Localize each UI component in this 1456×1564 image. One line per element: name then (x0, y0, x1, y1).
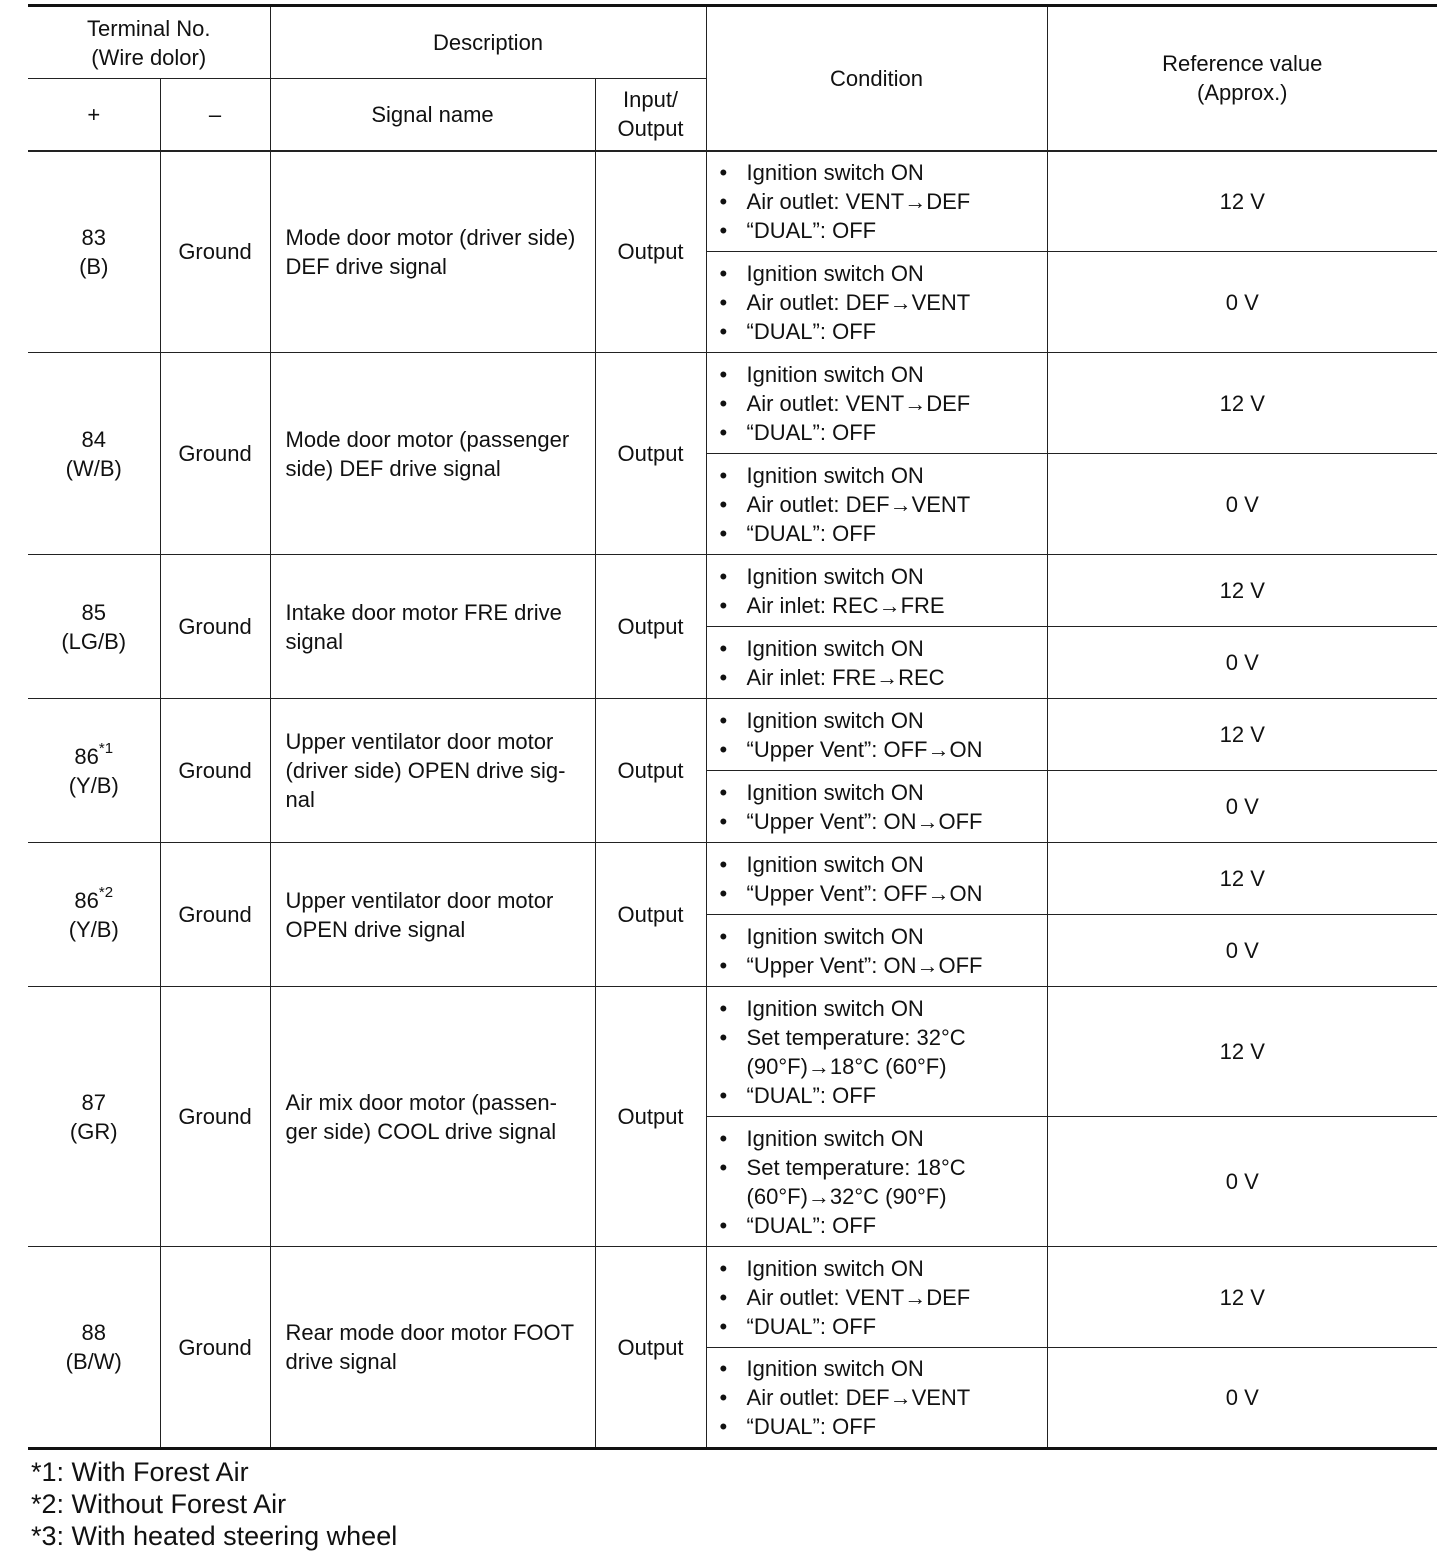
table-row (28, 151, 1437, 252)
condition-item: • “DUAL”: OFF (720, 418, 1047, 447)
terminal-no-label: Terminal No. (87, 15, 211, 41)
input-output-cell: Output (595, 843, 706, 987)
footnote: *3: With heated steering wheel (31, 1521, 398, 1551)
minus-cell: Ground (160, 353, 270, 555)
condition-cell (706, 353, 1047, 454)
table-row (28, 843, 1437, 915)
wire-color: (W/B) (65, 455, 122, 481)
condition-cell (706, 454, 1047, 555)
condition-list (720, 1354, 1047, 1441)
table-row (28, 555, 1437, 627)
wire-color-label: (Wire dolor) (91, 44, 207, 70)
reference-value-cell: 0 V (1047, 771, 1437, 843)
footnotes (31, 1456, 397, 1552)
condition-item: • “DUAL”: OFF (720, 1081, 1047, 1110)
condition-list (720, 562, 1047, 620)
table-body (28, 151, 1437, 1449)
condition-item: • Air outlet: DEF→VENT (720, 490, 1047, 519)
signal-name-cell: Upper ventilator door motor (driver side) OPEN drive sig-nal (270, 699, 595, 843)
reference-value-cell: 0 V (1047, 252, 1437, 353)
condition-item: • “DUAL”: OFF (720, 519, 1047, 548)
condition-item: • Ignition switch ON (720, 850, 1047, 879)
minus-cell: Ground (160, 1247, 270, 1449)
terminal-footnote-mark: *2 (98, 884, 114, 902)
condition-list (720, 158, 1047, 245)
description-header: Description (270, 6, 706, 79)
condition-item: • Ignition switch ON (720, 562, 1047, 591)
wire-color: (Y/B) (68, 916, 119, 942)
terminal-number: 88 (81, 1320, 106, 1345)
signal-name-cell: Mode door motor (passenger side) DEF drive signal (270, 353, 595, 555)
input-output-cell: Output (595, 353, 706, 555)
reference-value-cell: 12 V (1047, 353, 1437, 454)
wire-color: (LG/B) (61, 628, 127, 654)
input-output-cell: Output (595, 555, 706, 699)
condition-item: • Ignition switch ON (720, 922, 1047, 951)
condition-item: • “DUAL”: OFF (720, 1312, 1047, 1341)
condition-item: • “DUAL”: OFF (720, 1412, 1047, 1441)
condition-item: • “Upper Vent”: ON→OFF (720, 951, 1047, 980)
terminal-cell (28, 1247, 160, 1449)
reference-value-cell: 12 V (1047, 1247, 1437, 1348)
condition-item: • Air outlet: VENT→DEF (720, 1283, 1047, 1312)
condition-cell (706, 1247, 1047, 1348)
terminal-footnote-mark: *1 (98, 740, 114, 758)
input-output-cell: Output (595, 1247, 706, 1449)
condition-item: • Ignition switch ON (720, 778, 1047, 807)
condition-cell (706, 252, 1047, 353)
condition-item: • Ignition switch ON (720, 259, 1047, 288)
condition-item: • “Upper Vent”: OFF→ON (720, 735, 1047, 764)
terminal-cell (28, 151, 160, 353)
terminal-cell (28, 699, 160, 843)
condition-list (720, 850, 1047, 908)
table-row (28, 1247, 1437, 1348)
condition-item: • Ignition switch ON (720, 360, 1047, 389)
terminal-number: 84 (81, 426, 106, 452)
terminal-cell (28, 353, 160, 555)
signal-name-cell: Mode door motor (driver side) DEF drive signal (270, 151, 595, 353)
minus-cell: Ground (160, 699, 270, 843)
condition-item: • Air outlet: VENT→DEF (720, 187, 1047, 216)
terminal-number: 83 (81, 224, 106, 250)
condition-list (720, 922, 1047, 980)
table-row (28, 987, 1437, 1117)
condition-cell (706, 987, 1047, 1117)
input-output-cell: Output (595, 987, 706, 1247)
terminal-number: 86 (74, 743, 99, 769)
signal-name-cell: Upper ventilator door motor OPEN drive signal (270, 843, 595, 987)
terminal-no-header (28, 6, 270, 79)
signal-name-header: Signal name (270, 79, 595, 151)
wire-color: (B) (79, 253, 109, 279)
condition-item: • “DUAL”: OFF (720, 317, 1047, 346)
condition-item: • “DUAL”: OFF (720, 1211, 1047, 1240)
condition-item: • Ignition switch ON (720, 994, 1047, 1023)
reference-value-header: Reference value (Approx.) (1047, 6, 1437, 151)
condition-cell (706, 555, 1047, 627)
condition-list (720, 634, 1047, 692)
plus-header: + (28, 79, 160, 151)
input-output-header: Input/ Output (595, 79, 706, 151)
condition-item: • Ignition switch ON (720, 1354, 1047, 1383)
condition-cell (706, 151, 1047, 252)
condition-item: • Ignition switch ON (720, 706, 1047, 735)
condition-item: • Air outlet: DEF→VENT (720, 288, 1047, 317)
footnote: *1: With Forest Air (31, 1457, 249, 1487)
condition-cell (706, 1117, 1047, 1247)
minus-cell: Ground (160, 151, 270, 353)
condition-item: • Ignition switch ON (720, 158, 1047, 187)
condition-list (720, 778, 1047, 836)
table-row (28, 699, 1437, 771)
condition-item: • Ignition switch ON (720, 461, 1047, 490)
terminal-number: 87 (81, 1089, 106, 1115)
condition-item: • Air outlet: VENT→DEF (720, 389, 1047, 418)
condition-item: • “Upper Vent”: ON→OFF (720, 807, 1047, 836)
signal-name-cell: Air mix door motor (passen-ger side) COOL drive signal (270, 987, 595, 1247)
table-header (28, 6, 1437, 151)
condition-cell (706, 771, 1047, 843)
terminal-cell (28, 843, 160, 987)
condition-list (720, 706, 1047, 764)
condition-list (720, 994, 1047, 1110)
reference-value-cell: 0 V (1047, 915, 1437, 987)
minus-header: – (160, 79, 270, 151)
terminal-number: 85 (81, 599, 106, 625)
condition-item: • “Upper Vent”: OFF→ON (720, 879, 1047, 908)
minus-cell: Ground (160, 555, 270, 699)
table-row (28, 353, 1437, 454)
condition-item: • Air inlet: FRE→REC (720, 663, 1047, 692)
wire-color: (Y/B) (68, 772, 119, 798)
condition-cell (706, 627, 1047, 699)
condition-list (720, 461, 1047, 548)
reference-value-cell: 12 V (1047, 699, 1437, 771)
condition-list (720, 1254, 1047, 1341)
reference-value-cell: 0 V (1047, 1348, 1437, 1449)
input-output-cell: Output (595, 151, 706, 353)
condition-list (720, 1124, 1047, 1240)
minus-cell: Ground (160, 987, 270, 1247)
input-output-cell: Output (595, 699, 706, 843)
condition-item: • Set temperature: 18°C (60°F)→32°C (90°F) (720, 1153, 1047, 1211)
terminal-reference-table (28, 4, 1437, 1450)
terminal-cell (28, 987, 160, 1247)
terminal-number: 86 (74, 887, 99, 913)
condition-cell (706, 1348, 1047, 1449)
signal-name-cell: Rear mode door motor FOOT drive signal (270, 1247, 595, 1449)
reference-value-cell: 12 V (1047, 987, 1437, 1117)
reference-value-cell: 12 V (1047, 555, 1437, 627)
minus-cell: Ground (160, 843, 270, 987)
wire-color: (GR) (69, 1118, 118, 1144)
condition-cell (706, 915, 1047, 987)
signal-name-cell: Intake door motor FRE drive signal (270, 555, 595, 699)
wire-color: (B/W) (65, 1349, 122, 1374)
reference-value-cell: 0 V (1047, 1117, 1437, 1247)
condition-header: Condition (706, 6, 1047, 151)
condition-item: • Air outlet: DEF→VENT (720, 1383, 1047, 1412)
terminal-cell (28, 555, 160, 699)
reference-value-cell: 0 V (1047, 454, 1437, 555)
condition-cell (706, 699, 1047, 771)
condition-list (720, 259, 1047, 346)
condition-item: • “DUAL”: OFF (720, 216, 1047, 245)
condition-item: • Set temperature: 32°C (90°F)→18°C (60°F) (720, 1023, 1047, 1081)
footnote: *2: Without Forest Air (31, 1489, 287, 1519)
condition-item: • Ignition switch ON (720, 634, 1047, 663)
condition-list (720, 360, 1047, 447)
condition-item: • Ignition switch ON (720, 1124, 1047, 1153)
reference-value-cell: 0 V (1047, 627, 1437, 699)
reference-value-cell: 12 V (1047, 151, 1437, 252)
condition-cell (706, 843, 1047, 915)
reference-value-cell: 12 V (1047, 843, 1437, 915)
condition-item: • Air inlet: REC→FRE (720, 591, 1047, 620)
condition-item: • Ignition switch ON (720, 1254, 1047, 1283)
